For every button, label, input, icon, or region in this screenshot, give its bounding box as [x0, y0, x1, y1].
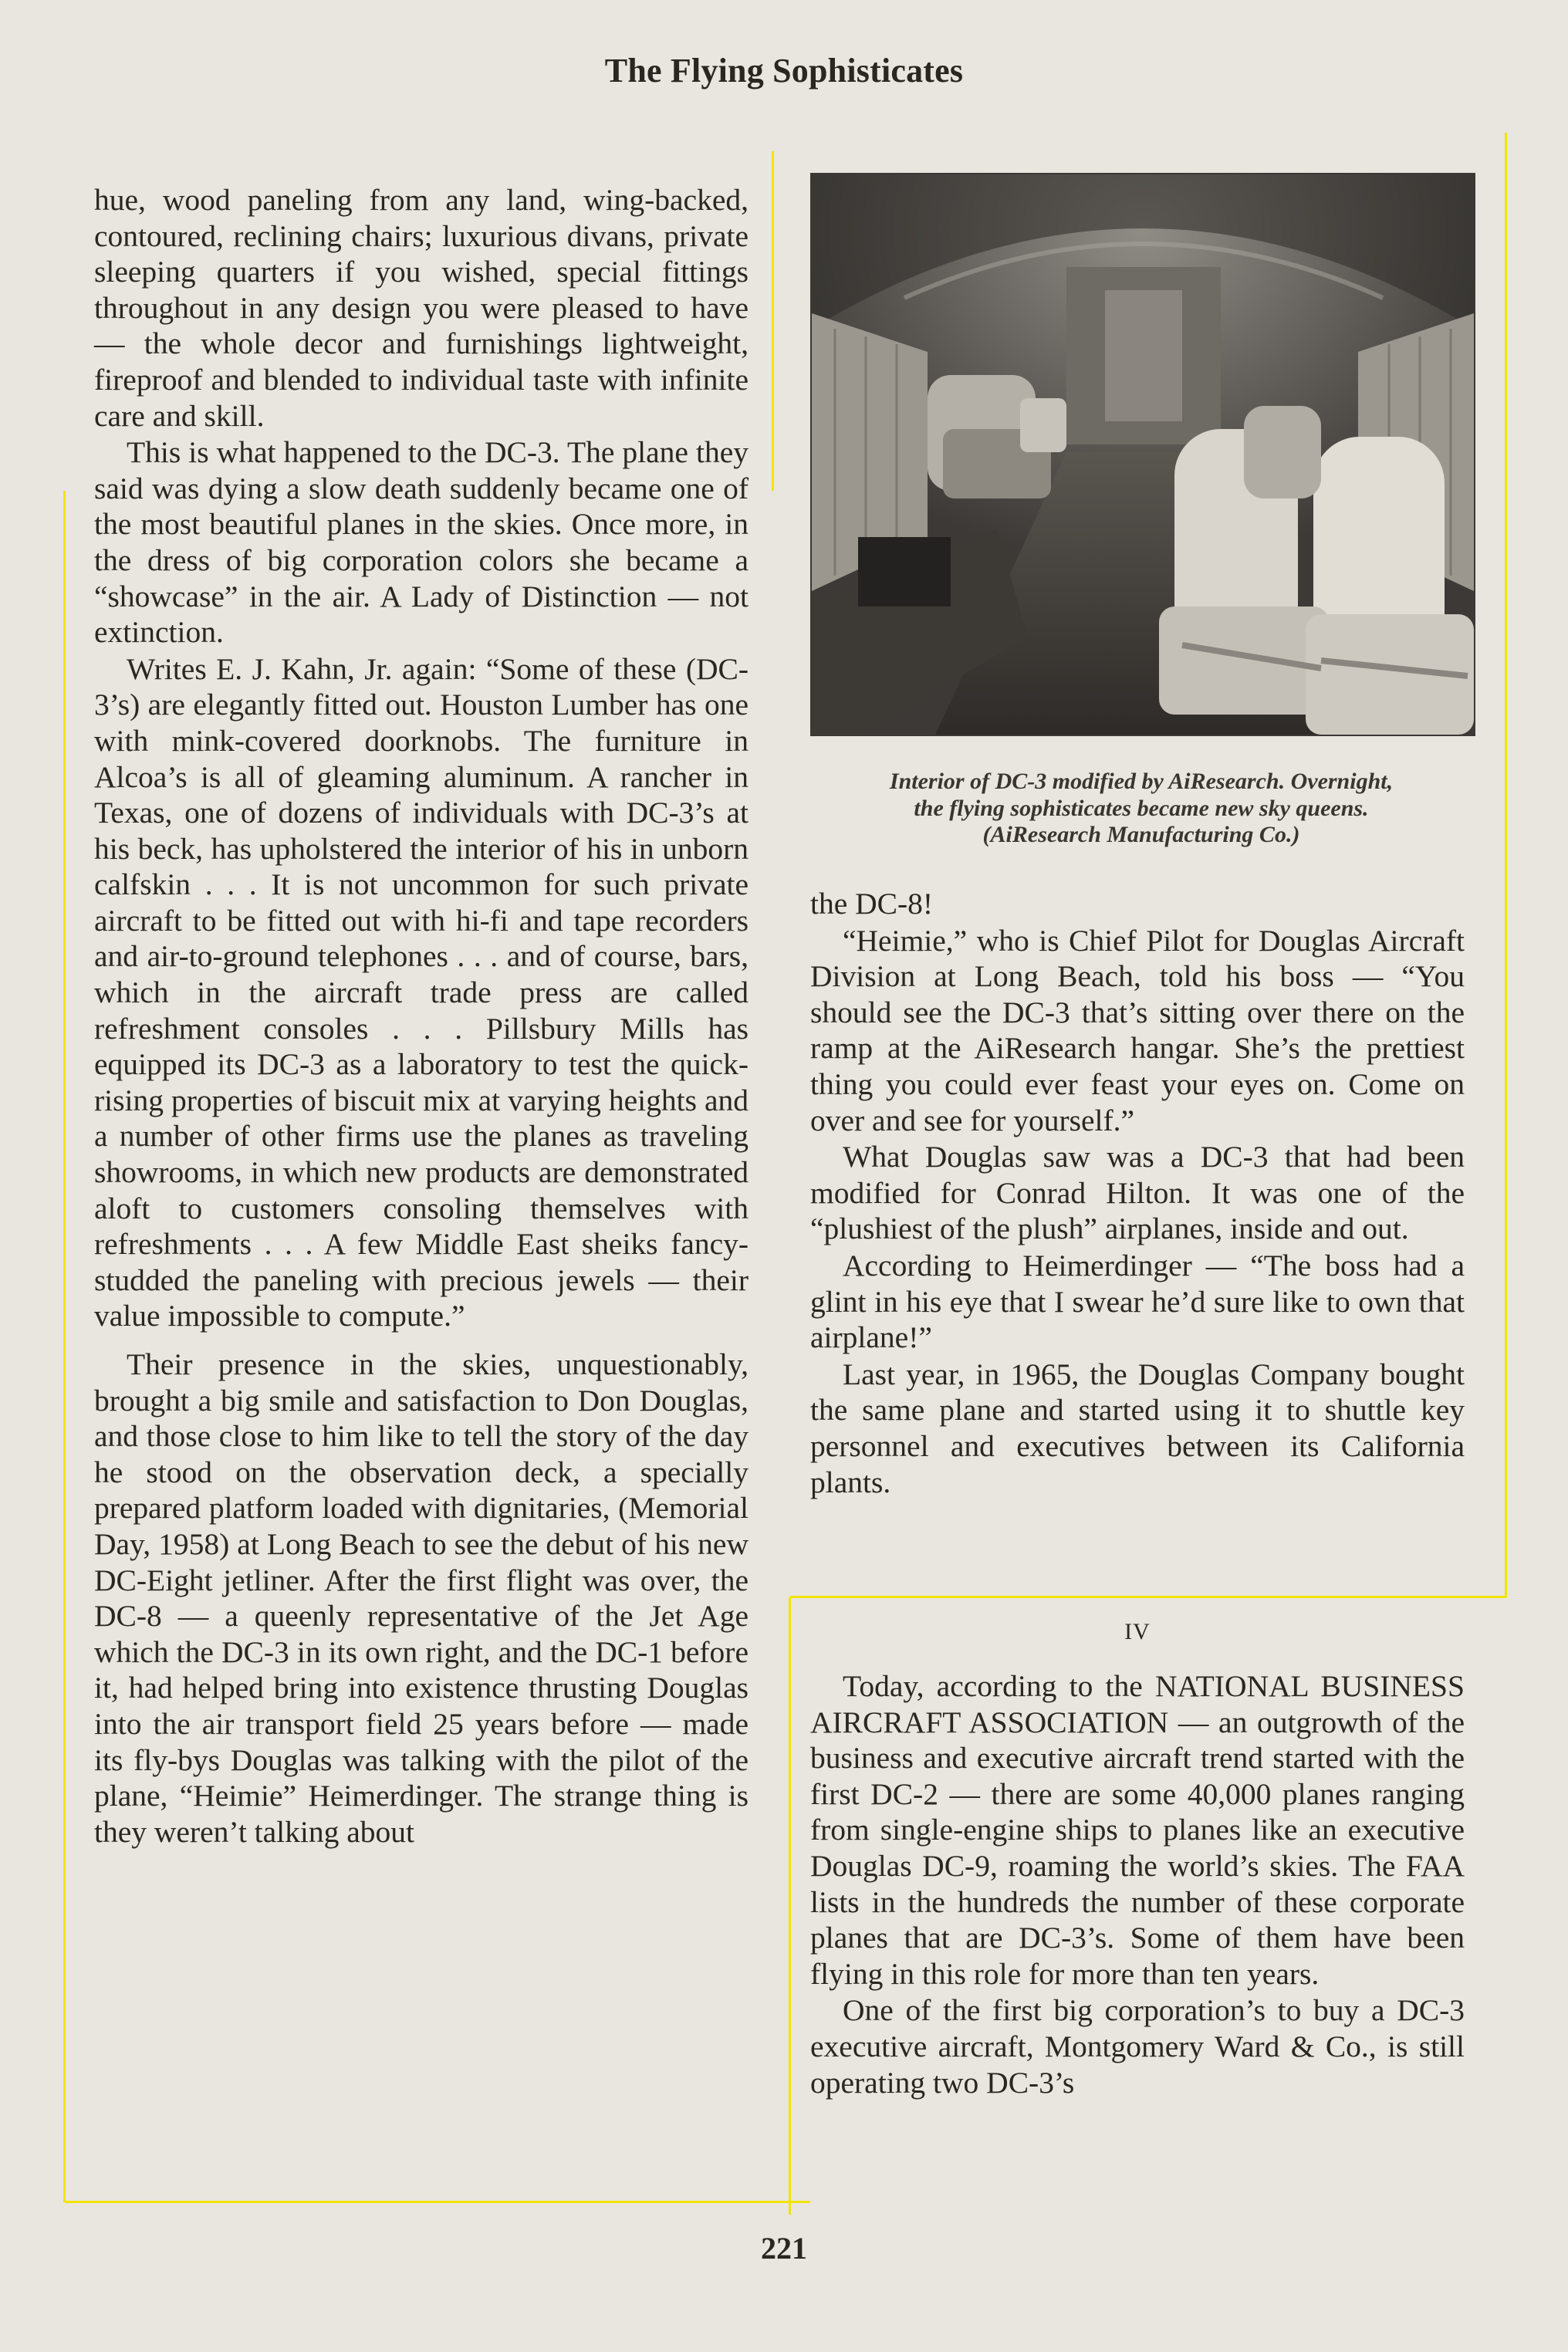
paragraph: Their presence in the skies, unquestionably, brought a big smile and satisfaction to Don Douglas, and those close to him like to tell the story of the day he stood on the observation deck, a specially prepared platform loaded with dignitaries, (Memorial Day, 1958) at Long Beach to see the debut of his new DC-Eight jetliner. After the first flight was over, the DC-8 — a queenly representative of the Jet Age which the DC-3 in its own right, and the DC-1 before it, had helped bring into existence thrusting Douglas into the air transport field 25 years before — made its fly-bys Douglas was talking with the pilot of the plane, “Heimie” Heimerdinger. The strange thing is they weren’t talking about — [94, 1347, 749, 1849]
paragraph: This is what happened to the DC-3. The plane they said was dying a slow death suddenly became one of the most beautiful planes in the skies. Once more, in the dress of big corporation colors she became a “showcase” in the air. A Lady of Distinction — not extinction. — [94, 435, 749, 650]
paragraph: the DC-8! — [810, 887, 934, 921]
paragraph: “Heimie,” who is Chief Pilot for Douglas Aircraft Division at Long Beach, told his boss — “You should see the DC-3 that’s sitting over there on the ramp at the AiResearch hangar. She’s the prettiest thing you could ever feast your eyes on. Come on over and see for yourself.” — [810, 923, 1465, 1137]
paragraph: Last year, in 1965, the Douglas Company bought the same plane and started using it to shuttle key personnel and executives between its California plants. — [810, 1357, 1465, 1499]
highlight-line-left-top-vertical — [772, 151, 774, 491]
section-numeral: IV — [1124, 1619, 1151, 1644]
page-number: 221 — [761, 2231, 807, 2266]
paragraph: What Douglas saw was a DC-3 that had been modified for Conrad Hilton. It was one of the “plushiest of the plush” airplanes, inside and out. — [810, 1140, 1465, 1246]
highlight-line-left-vertical — [63, 491, 66, 2202]
right-column-bottom — [810, 1668, 1465, 2100]
paragraph: Today, according to the NATIONAL BUSINESS AIRCRAFT ASSOCIATION — an outgrowth of the business and executive aircraft trend started with the first DC-2 — there are some 40,000 planes ranging from single-engine ships to planes like an executive Douglas DC-9, roaming the world’s skies. The FAA lists in the hundreds the number of these corporate planes that are DC-3’s. Some of them have been flying in this role for more than ten years. — [810, 1669, 1465, 1991]
running-head: The Flying Sophisticates — [604, 52, 964, 90]
photo-caption — [810, 769, 1472, 849]
highlight-line-middle-vertical — [789, 1597, 791, 2215]
highlight-line-right-vertical — [1505, 133, 1507, 1597]
paragraph: One of the first big corporation’s to buy a DC-3 executive aircraft, Montgomery Ward & Co., is still operating two DC-3’s — [810, 1993, 1465, 2100]
highlight-line-left-bottom — [65, 2201, 810, 2203]
highlight-line-right-bottom — [790, 1596, 1506, 1598]
right-column-top — [810, 886, 1465, 1500]
paragraph: According to Heimerdinger — “The boss had a glint in his eye that I swear he’d sure like to own that airplane!” — [810, 1248, 1465, 1355]
paragraph: Writes E. J. Kahn, Jr. again: “Some of these (DC-3’s) are elegantly fitted out. Houston Lumber has one with mink-covered doorknobs. The furniture in Alcoa’s is all of gleaming aluminum. A rancher in Texas, one of dozens of individuals with DC-3’s at his beck, has upholstered the interior of his in unborn calfskin . . . It is not uncommon for such private aircraft to be fitted out with hi-fi and tape recorders and air-to-ground telephones . . . and of course, bars, which in the aircraft trade press are called refreshment consoles . . . Pillsbury Mills has equipped its DC-3 as a laboratory to test the quick-rising properties of biscuit mix at varying heights and a number of other firms use the planes as traveling showrooms, in which new products are demonstrated aloft to customers consoling themselves with refreshments . . . A few Middle East sheiks fancy-studded the paneling with precious jewels — their value impossible to compute.” — [94, 651, 749, 1333]
left-column — [94, 182, 749, 1850]
photo-aircraft-cabin-interior — [810, 173, 1475, 736]
caption-line: (AiResearch Manufacturing Co.) — [982, 822, 1300, 847]
caption-line: the flying sophisticates became new sky queens. — [914, 795, 1369, 821]
caption-line: Interior of DC-3 modified by AiResearch. Overnight, — [889, 769, 1394, 794]
paragraph: hue, wood paneling from any land, wing-backed, contoured, reclining chairs; luxurious divans, private sleeping quarters if you wished, special fittings throughout in any design you were pleased to have — the whole decor and furnishings lightweight, fireproof and blended to individual taste with infinite care and skill. — [94, 183, 749, 433]
